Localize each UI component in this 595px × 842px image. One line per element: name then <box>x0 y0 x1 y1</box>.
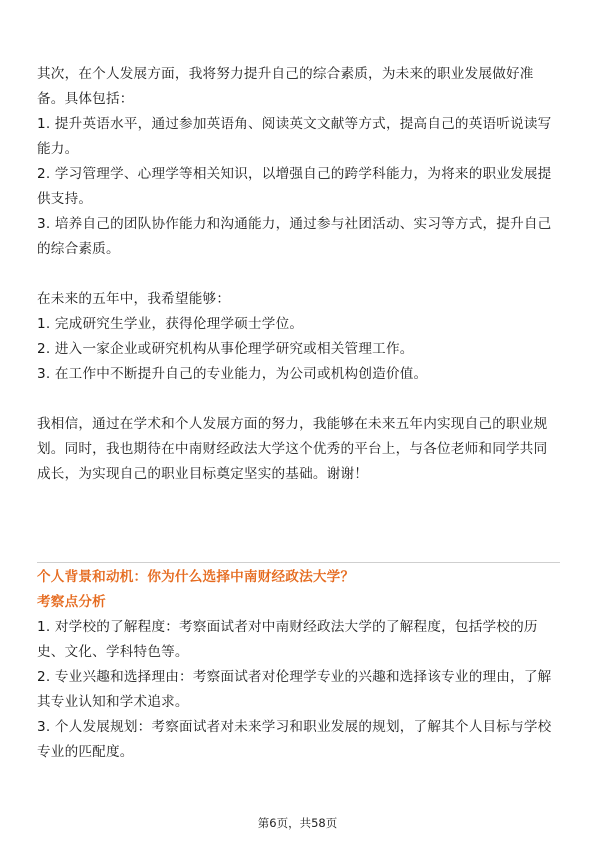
closing-paragraph: 我相信，通过在学术和个人发展方面的努力，我能够在未来五年内实现自己的职业规划。同时，我也期待在中南财经政法大学这个优秀的平台上，与各位老师和同学共同成长，为实现自己的职业目标奠定坚实的基础。谢谢！ <box>37 416 548 482</box>
intro-item-3: 3. 培养自己的团队协作能力和沟通能力，通过参与社团活动、实习等方式，提升自己的综合素质。 <box>37 216 552 257</box>
intro-item-2: 2. 学习管理学、心理学等相关知识，以增强自己的跨学科能力，为将来的职业发展提供支持。 <box>37 166 552 207</box>
analysis-point-2: 2. 专业兴趣和选择理由：考察面试者对伦理学专业的兴趣和选择该专业的理由，了解其专业认知和学术追求。 <box>37 669 552 710</box>
five-year-item-1: 1. 完成研究生学业，获得伦理学硕士学位。 <box>37 316 304 332</box>
paragraph-gap <box>37 262 560 287</box>
five-year-item-3: 3. 在工作中不断提升自己的专业能力，为公司或机构创造价值。 <box>37 366 428 382</box>
five-year-lead: 在未来的五年中，我希望能够： <box>37 291 231 307</box>
page-number: 第6页，共58页 <box>257 816 338 830</box>
analysis-point-3: 3. 个人发展规划：考察面试者对未来学习和职业发展的规划，了解其个人目标与学校专业的匹配度。 <box>37 719 552 760</box>
question-heading: 个人背景和动机：你为什么选择中南财经政法大学？ <box>37 569 355 585</box>
intro-item-1: 1. 提升英语水平，通过参加英语角、阅读英文文献等方式，提高自己的英语听说读写能力。 <box>37 116 552 157</box>
intro-paragraph: 其次，在个人发展方面，我将努力提升自己的综合素质，为未来的职业发展做好准备。具体包括： <box>37 66 534 107</box>
five-year-item-2: 2. 进入一家企业或研究机构从事伦理学研究或相关管理工作。 <box>37 341 414 357</box>
section-divider <box>37 562 560 563</box>
question-section <box>37 565 560 765</box>
paragraph-gap <box>37 387 560 412</box>
analysis-subheading: 考察点分析 <box>37 594 106 610</box>
body-text <box>37 62 560 487</box>
analysis-point-1: 1. 对学校的了解程度：考察面试者对中南财经政法大学的了解程度，包括学校的历史、文化、学科特色等。 <box>37 619 538 660</box>
